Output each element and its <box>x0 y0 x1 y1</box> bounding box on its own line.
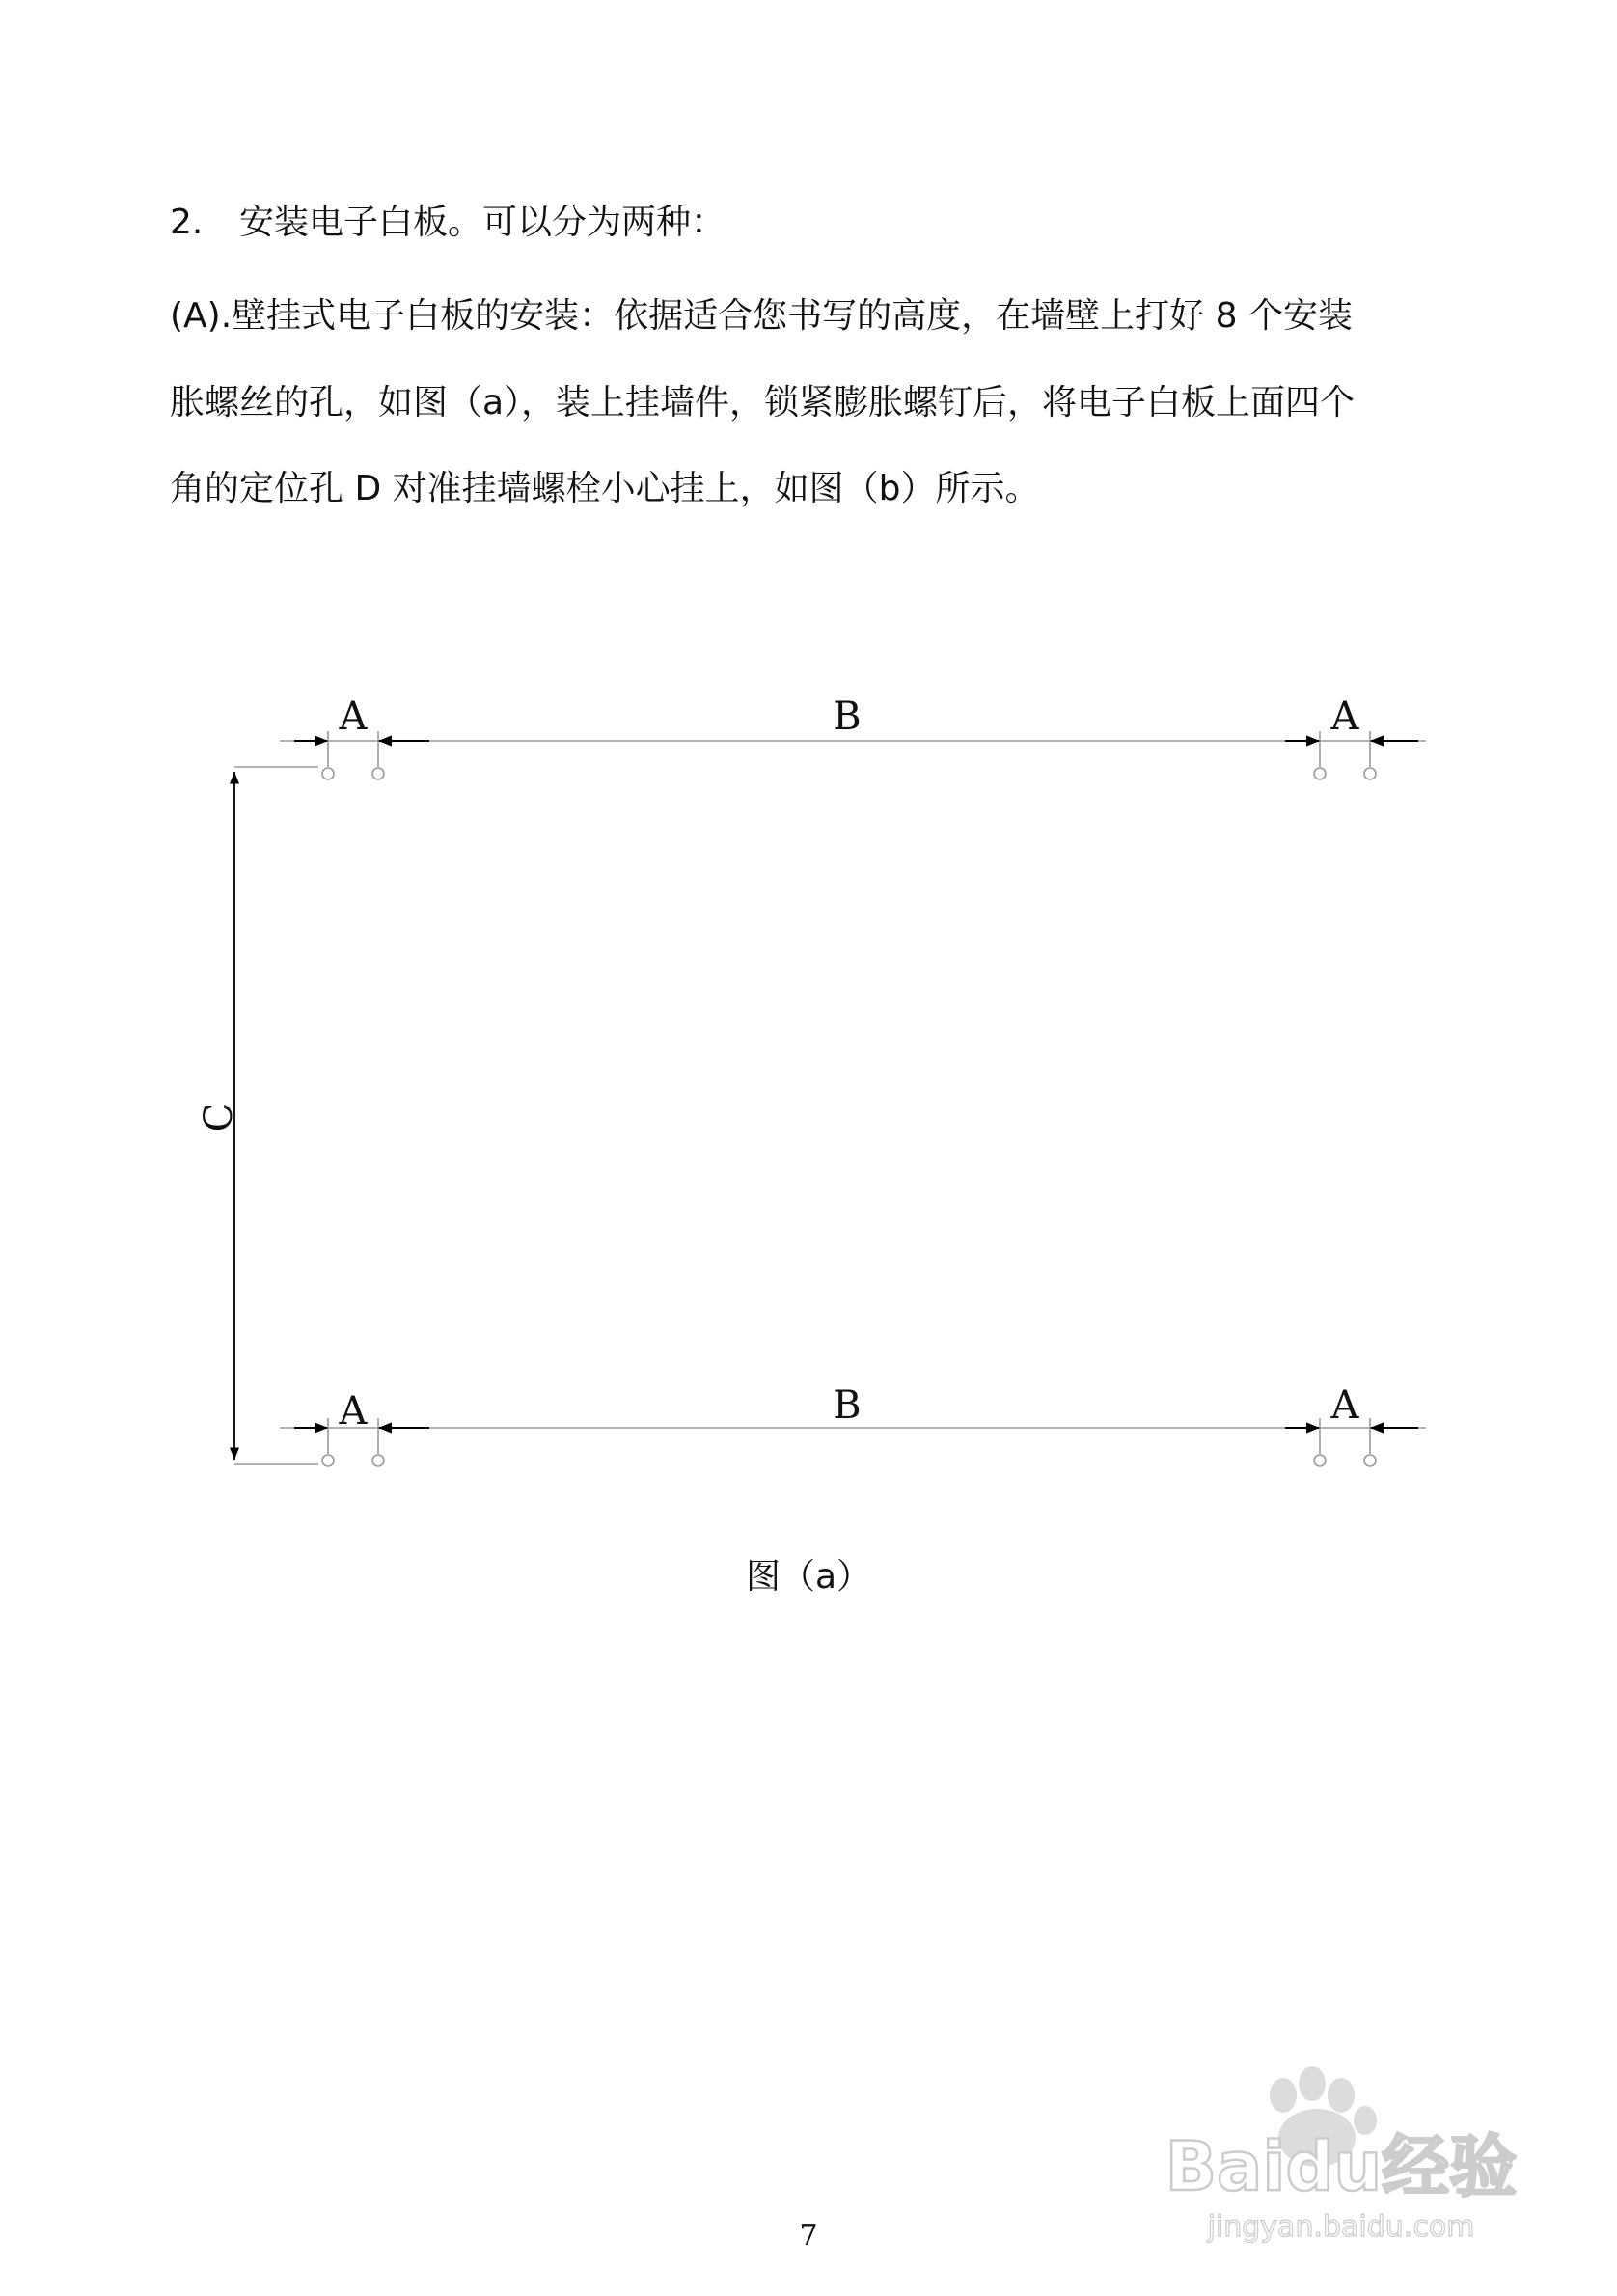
label-b-top: B <box>833 695 862 739</box>
hole-top-right-1 <box>1314 768 1326 779</box>
label-a-bottom-right: A <box>1330 1383 1359 1428</box>
hole-top-right-2 <box>1364 768 1376 779</box>
hole-bottom-right-1 <box>1314 1455 1326 1466</box>
hole-top-left-1 <box>322 768 334 779</box>
figure-caption: 图（a） <box>745 1557 872 1597</box>
hole-bottom-right-2 <box>1364 1455 1376 1466</box>
page-number: 7 <box>799 2219 818 2253</box>
baidu-jingyan-watermark <box>1138 2045 1544 2248</box>
label-a-bottom-left: A <box>339 1389 368 1434</box>
label-c: C <box>197 1102 241 1133</box>
body-line-2: 胀螺丝的孔，如图（a），装上挂墙件，锁紧膨胀螺钉后，将电子白板上面四个 <box>170 383 1356 423</box>
watermark-url: jingyan.baidu.com <box>1207 2210 1475 2244</box>
section-number: 2. <box>170 203 204 242</box>
body-line-1: (A).壁挂式电子白板的安装：依据适合您书写的高度，在墙壁上打好 8 个安装 <box>170 296 1353 336</box>
label-b-bottom: B <box>833 1383 862 1428</box>
hole-top-left-2 <box>372 768 384 779</box>
hole-bottom-left-2 <box>372 1455 384 1466</box>
section-heading-text: 安装电子白板。可以分为两种： <box>239 203 726 242</box>
label-a-top-left: A <box>339 695 368 739</box>
label-a-top-right: A <box>1330 695 1359 739</box>
body-line-3: 角的定位孔 D 对准挂墙螺栓小心挂上，如图（b）所示。 <box>170 469 1040 508</box>
watermark-brand: Baidu经验 <box>1165 2127 1518 2206</box>
hole-bottom-left-1 <box>322 1455 334 1466</box>
vertical-dimension-c <box>234 767 318 1464</box>
